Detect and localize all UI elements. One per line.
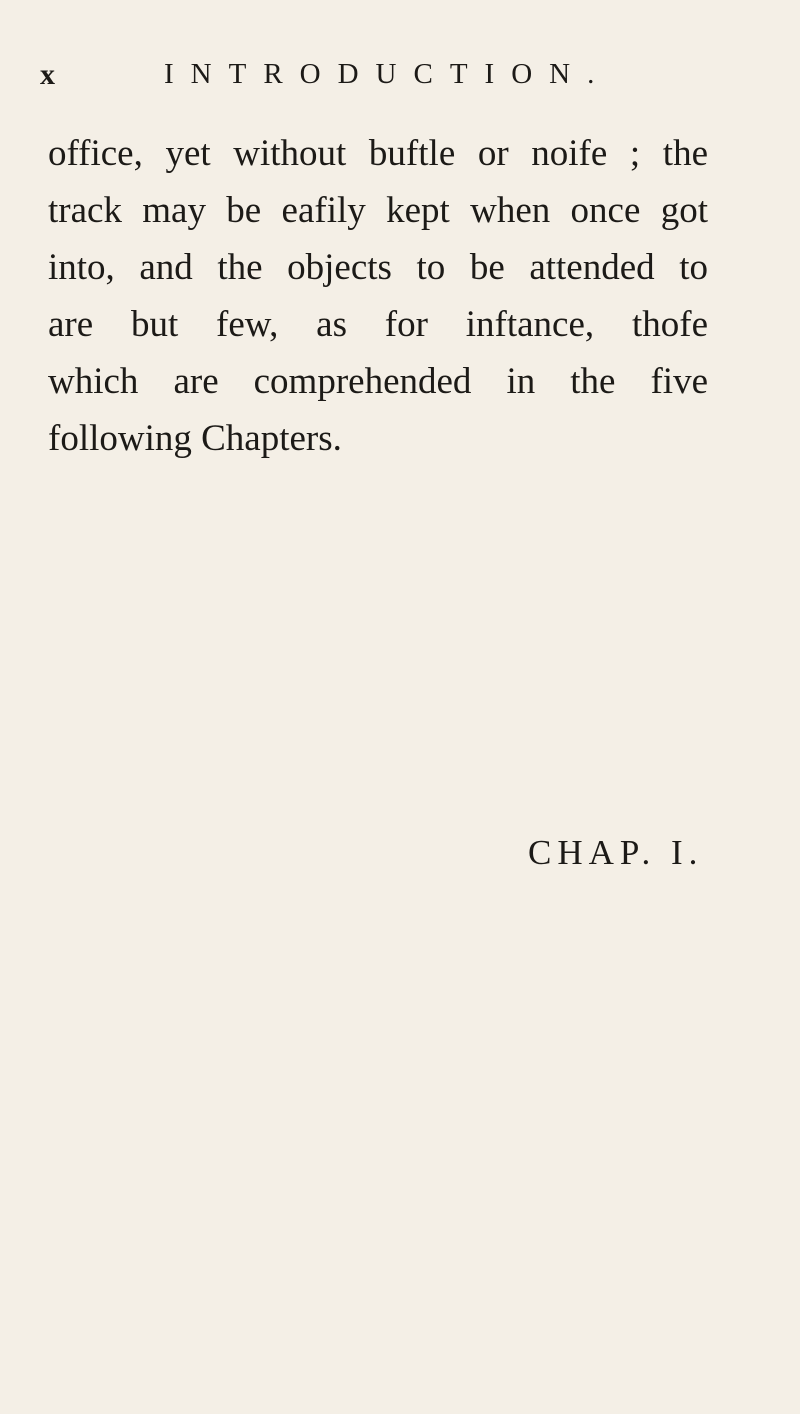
text-line: are but few, as for inftance, thofe bbox=[48, 304, 708, 345]
page-number: x bbox=[40, 58, 56, 91]
text-line: track may be eafily kept when once got bbox=[48, 190, 708, 231]
catchword: CHAP. I. bbox=[528, 833, 704, 872]
running-head: INTRODUCTION. bbox=[164, 58, 612, 90]
text-line: office, yet without buftle or noife ; the bbox=[48, 133, 708, 174]
page-header bbox=[40, 58, 760, 98]
text-line: into, and the objects to be attended to bbox=[48, 247, 708, 288]
body-paragraph bbox=[48, 125, 708, 467]
text-line: which are comprehended in the five bbox=[48, 361, 708, 402]
text-line: following Chapters. bbox=[48, 418, 342, 459]
